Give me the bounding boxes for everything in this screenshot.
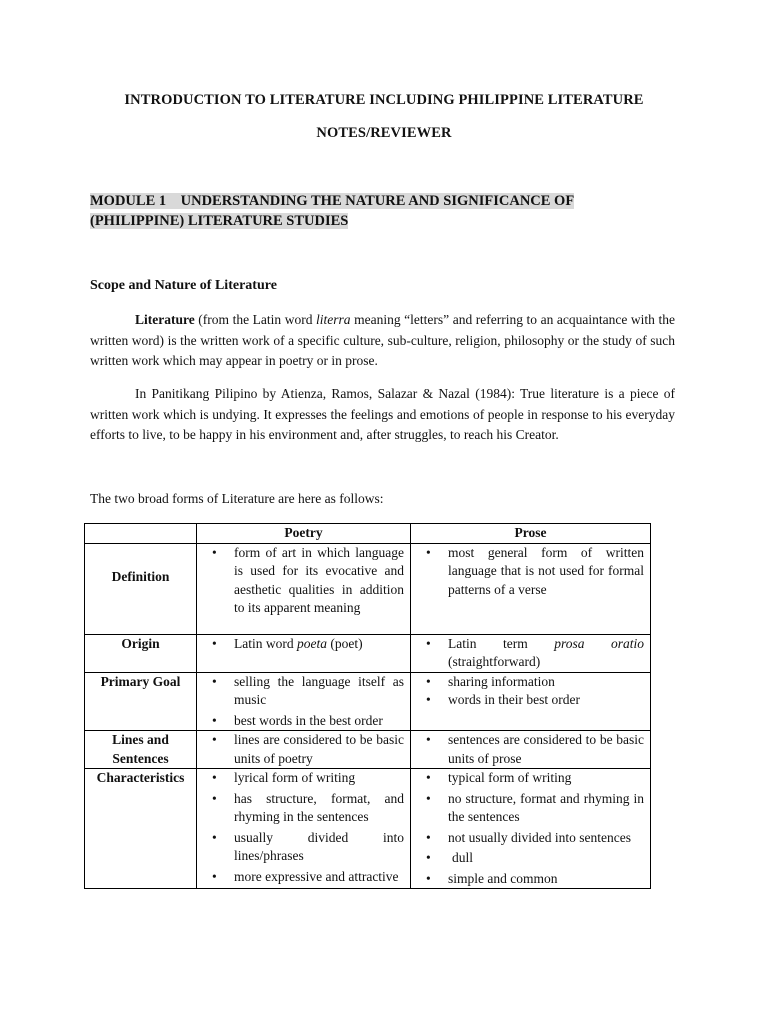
row-label-origin: Origin — [85, 634, 197, 672]
para1-text-a: (from the Latin word — [194, 312, 317, 327]
origin-prose-b: (straightforward) — [448, 654, 541, 669]
table-row — [85, 634, 651, 672]
origin-prose-latin: prosa oratio — [554, 635, 644, 651]
table-intro: The two broad forms of Literature are here as follows: — [90, 491, 384, 506]
table-row — [85, 672, 651, 731]
module-heading — [90, 191, 574, 231]
origin-poetry-b: (poet) — [327, 635, 363, 651]
list-item: • more expressive and attractive — [234, 868, 404, 887]
list-item: • not usually divided into sentences — [448, 829, 644, 848]
list-item: • selling the language itself as music — [234, 673, 404, 710]
list-item: • best words in the best order — [234, 712, 404, 731]
list-item: • dull — [448, 849, 644, 868]
table-row — [85, 769, 651, 889]
cell-poetry-primary-goal — [197, 672, 411, 731]
table-row — [85, 731, 651, 769]
list-item: • has structure, format, and rhyming in the sentences — [234, 790, 404, 827]
origin-poetry-latin: poeta — [297, 635, 327, 651]
header-prose: Prose — [411, 524, 651, 544]
list-item — [234, 635, 404, 654]
document-title: INTRODUCTION TO LITERATURE INCLUDING PHILIPPINE LITERATURE — [124, 92, 644, 108]
row-label-lines-and-sentences: Lines and Sentences — [85, 731, 197, 769]
term-literature: Literature — [135, 312, 195, 327]
row-label-characteristics: Characteristics — [85, 769, 197, 889]
origin-poetry-a: Latin word — [234, 635, 297, 651]
cell-prose-definition — [411, 543, 651, 634]
table-row — [85, 543, 651, 634]
list-item: • sentences are considered to be basic units of prose — [448, 731, 644, 768]
cell-poetry-characteristics — [197, 769, 411, 889]
cell-prose-primary-goal — [411, 672, 651, 731]
paragraph-literature-definition — [90, 310, 675, 372]
list-item: • words in their best order — [448, 691, 644, 710]
paragraph-panitikang-pilipino — [90, 384, 675, 446]
list-item: • no structure, format and rhyming in the sentences — [448, 790, 644, 827]
list-item — [448, 635, 644, 672]
list-item: • simple and common — [448, 870, 644, 889]
module-heading-line1: MODULE 1 UNDERSTANDING THE NATURE AND SIGNIFICANCE OF — [90, 193, 575, 209]
list-item: • sharing information — [448, 673, 644, 692]
row-label-definition: Definition — [85, 543, 197, 634]
cell-prose-characteristics — [411, 769, 651, 889]
header-blank — [85, 524, 197, 544]
section-heading: Scope and Nature of Literature — [90, 278, 277, 293]
para2-text: In Panitikang Pilipino by Atienza, Ramos, Salazar & Nazal (1984): True literature is a piece of written work which is undying. It expresses the feelings and emotions of people in response to his everyday efforts to live, to be happy in his environment and, after struggles, to reach his Creator. — [90, 386, 675, 442]
list-item: • lines are considered to be basic units of poetry — [234, 731, 404, 768]
cell-poetry-origin — [197, 634, 411, 672]
header-poetry: Poetry — [197, 524, 411, 544]
list-item: • most general form of written language that is not used for formal patterns of a verse — [448, 544, 644, 600]
table-header-row — [85, 524, 651, 544]
row-label-primary-goal: Primary Goal — [85, 672, 197, 731]
list-item: • usually divided into lines/phrases — [234, 829, 404, 866]
cell-poetry-lines — [197, 731, 411, 769]
origin-prose-a: Latin term — [448, 635, 555, 651]
document-subtitle: NOTES/REVIEWER — [316, 125, 452, 141]
module-heading-line2: (PHILIPPINE) LITERATURE STUDIES — [90, 213, 349, 229]
para1-text-b: meaning “letters” and referring to an acquaintance with the written word) is the written work of a specific culture, sub-culture, religion, philosophy or the study of such written work which may appear in poetry or in prose. — [90, 312, 675, 368]
list-item: • form of art in which language is used for its evocative and aesthetic qualities in addition to its apparent meaning — [234, 544, 404, 618]
list-item: • lyrical form of writing — [234, 769, 404, 788]
forms-of-literature-table — [84, 523, 651, 889]
cell-prose-lines — [411, 731, 651, 769]
latin-word: literra — [316, 312, 351, 327]
list-item: • typical form of writing — [448, 769, 644, 788]
cell-poetry-definition — [197, 543, 411, 634]
cell-prose-origin — [411, 634, 651, 672]
